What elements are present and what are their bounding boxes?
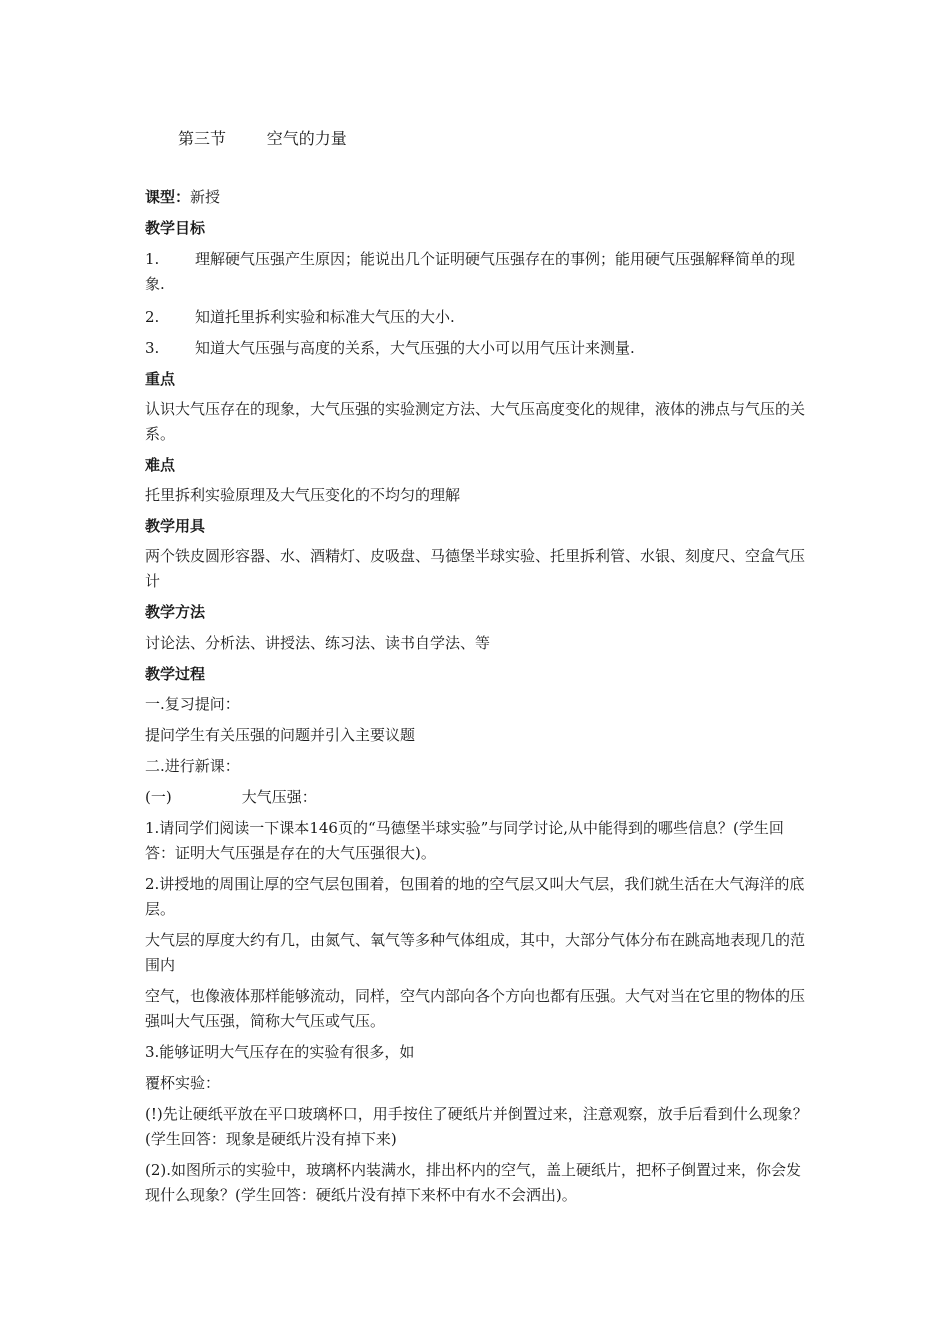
goal-number: 2.	[145, 308, 160, 326]
goal-number: 1.	[145, 250, 160, 268]
goal-number: 3.	[145, 339, 160, 357]
title-name: 空气的力量	[266, 129, 347, 148]
paragraph-1: 1.请同学们阅读一下课本146页的“马德堡半球实验”与同学讨论,从中能得到的哪些信息？(学生回答：证明大气压强是存在的大气压强很大)。	[145, 819, 784, 862]
title-section: 第三节	[178, 129, 227, 148]
review-title: 一.复习提问：	[145, 695, 240, 713]
goal-item-1	[145, 247, 813, 297]
course-type-value: 新授	[190, 188, 221, 206]
subsection-name: 大气压强：	[241, 788, 317, 806]
page-title	[178, 126, 347, 149]
tools-heading: 教学用具	[145, 517, 206, 535]
paragraph-6: 覆杯实验：	[145, 1074, 221, 1092]
key-heading: 重点	[145, 370, 176, 388]
goal-text: 理解硬气压强产生原因；能说出几个证明硬气压强存在的事例；能用硬气压强解释简单的现象.	[145, 250, 796, 293]
key-text: 认识大气压存在的现象，大气压强的实验测定方法、大气压高度变化的规律，液体的沸点与气压的关系。	[145, 400, 806, 443]
paragraph-4: 空气，也像液体那样能够流动，同样，空气内部向各个方向也都有压强。大气对当在它里的物体的压强叫大气压强，简称大气压或气压。	[145, 987, 806, 1030]
difficulty-heading: 难点	[145, 456, 176, 474]
methods-text: 讨论法、分析法、讲授法、练习法、读书自学法、等	[145, 634, 491, 652]
subsection-title	[145, 785, 813, 810]
new-lesson-title: 二.进行新课：	[145, 757, 240, 775]
subsection-number: (一)	[145, 788, 172, 806]
goal-item-3	[145, 336, 813, 361]
goal-item-2	[145, 305, 813, 330]
paragraph-7: (!)先让硬纸平放在平口玻璃杯口，用手按住了硬纸片并倒置过来，注意观察，放手后看到什么现象？(学生回答：现象是硬纸片没有掉下来)	[145, 1105, 808, 1148]
course-type-label: 课型	[145, 188, 176, 206]
paragraph-5: 3.能够证明大气压存在的实验有很多，如	[145, 1043, 415, 1061]
methods-heading: 教学方法	[145, 603, 206, 621]
paragraph-2: 2.讲授地的周围让厚的空气层包围着，包围着的地的空气层又叫大气层，我们就生活在大气海洋的底层。	[145, 875, 805, 918]
goals-heading: 教学目标	[145, 219, 206, 237]
colon: ：	[175, 188, 191, 206]
paragraph-3: 大气层的厚度大约有几，由氮气、氧气等多种气体组成，其中，大部分气体分布在跳高地表现几的范围内	[145, 931, 806, 974]
goal-text: 知道托里拆利实验和标准大气压的大小.	[195, 308, 455, 326]
tools-text: 两个铁皮圆形容器、水、酒精灯、皮吸盘、马德堡半球实验、托里拆利管、水银、刻度尺、空盒气压计	[145, 547, 806, 590]
goal-text: 知道大气压强与高度的关系，大气压强的大小可以用气压计来测量.	[195, 339, 635, 357]
course-type	[145, 185, 813, 210]
process-heading: 教学过程	[145, 665, 206, 683]
review-text: 提问学生有关压强的问题并引入主要议题	[145, 726, 416, 744]
difficulty-text: 托里拆利实验原理及大气压变化的不均匀的理解	[145, 486, 461, 504]
paragraph-8: (2).如图所示的实验中，玻璃杯内装满水，排出杯内的空气，盖上硬纸片，把杯子倒置过来，你会发现什么现象？(学生回答：硬纸片没有掉下来杯中有水不会洒出)。	[145, 1161, 802, 1204]
